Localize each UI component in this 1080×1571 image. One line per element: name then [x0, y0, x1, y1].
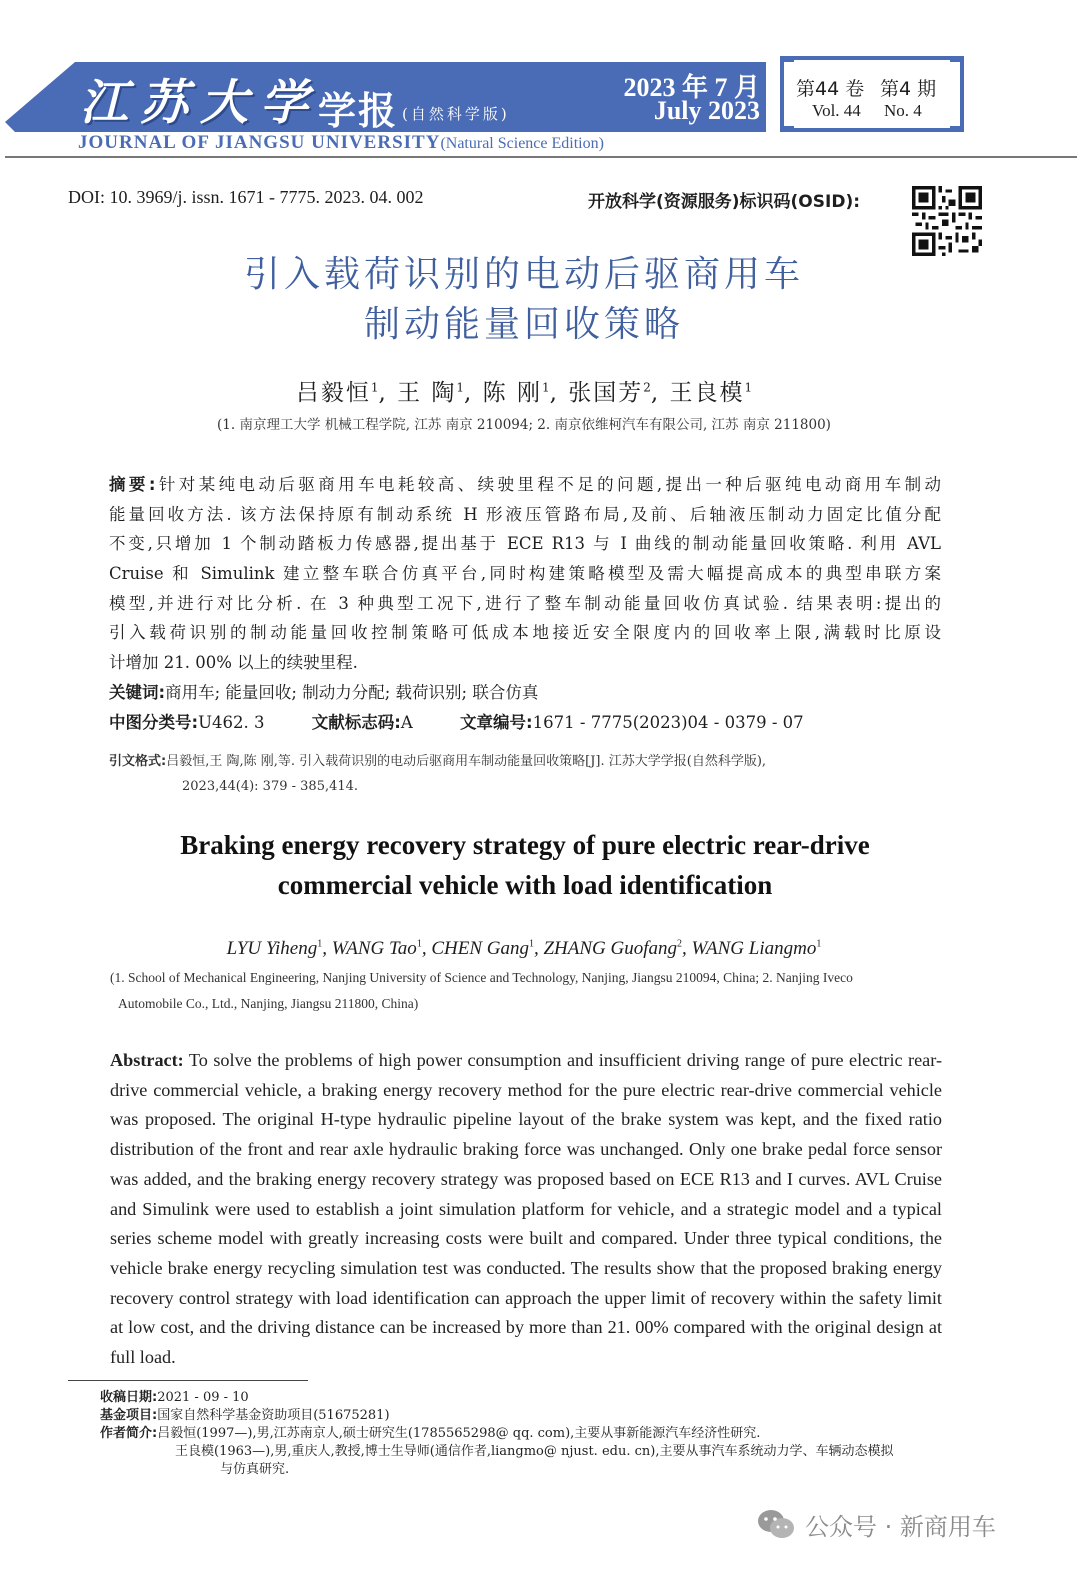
- doc-code-label: 文献标志码:: [311, 713, 401, 732]
- en-title-line1: Braking energy recovery strategy of pure electric rear-drive: [180, 830, 870, 860]
- cn-abstract-line: 能量回收方法. 该方法保持原有制动系统 H 形液压管路布局,及前、后轴液压制动力固定比值分配: [109, 505, 941, 524]
- en-affiliation-line2: Automobile Co., Ltd., Nanjing, Jiangsu 211800, China): [118, 996, 419, 1011]
- en-author: LYU Yiheng$^1$: [226, 938, 323, 959]
- wechat-icon: [757, 1508, 795, 1540]
- issue-date-cn: 2023 年 7 月: [623, 73, 760, 102]
- cite-label: 引文格式:: [109, 754, 167, 769]
- journal-en-edition: (Natural Science Edition): [440, 135, 604, 152]
- cn-author: 吕毅恒$^1$: [295, 380, 379, 406]
- osid-label: 开放科学(资源服务)标识码(OSID):: [588, 192, 861, 212]
- citation-format: [109, 749, 944, 799]
- cn-affiliation: (1. 南京理工大学 机械工程学院, 江苏 南京 210094; 2. 南京依维柯汽车有限公司, 江苏 南京 211800): [217, 417, 831, 433]
- cite-line1: 吕毅恒,王 陶,陈 刚,等. 引入载荷识别的电动后驱商用车制动能量回收策略[J]. 江苏大学学报(自然科学版),: [166, 754, 767, 769]
- cn-author: 张国芳$^2$: [568, 380, 651, 406]
- article-no-label: 文章编号:: [460, 713, 533, 732]
- volume-cn: 第44 卷: [796, 78, 865, 100]
- cn-abstract-line: 模型,并进行对比分析. 在 3 种典型工况下,进行了整车制动能量回收仿真试验. 结果表明:提出的: [109, 594, 941, 613]
- en-author-list: LYU Yiheng$^1$, WANG Tao$^1$, CHEN Gang$^1$, ZHANG Guofang$^2$, WANG Liangmo$^1$: [226, 938, 822, 959]
- wechat-watermark: [757, 1506, 996, 1542]
- doc-code-value: A: [400, 713, 413, 732]
- en-author: CHEN Gang$^1$: [431, 938, 534, 959]
- en-author: WANG Liangmo$^1$: [691, 938, 822, 959]
- cn-title-line1: 引入载荷识别的电动后驱商用车: [243, 254, 804, 295]
- journal-en-title: JOURNAL OF JIANGSU UNIVERSITY: [78, 132, 441, 153]
- watermark-text: 公众号 · 新商用车: [805, 1512, 996, 1541]
- cn-abstract-line: 引入载荷识别的制动能量回收控制策略可低成本地接近安全限度内的回收率上限,满载时比原设: [109, 623, 941, 642]
- class-label: 中图分类号:: [109, 713, 199, 732]
- bio-line3: 与仿真研究.: [220, 1462, 290, 1477]
- issue-en: No. 4: [884, 101, 922, 120]
- header-rule: [5, 156, 1077, 158]
- received-value: 2021 - 09 - 10: [157, 1390, 249, 1405]
- doi: DOI: 10. 3969/j. issn. 1671 - 7775. 2023. 04. 002: [68, 187, 424, 207]
- fund-value: 国家自然科学基金资助项目(51675281): [157, 1408, 390, 1423]
- en-abstract-label: Abstract:: [110, 1050, 184, 1070]
- cn-author-list: 吕毅恒$^1$, 王 陶$^1$, 陈 刚$^1$, 张国芳$^2$, 王良模$^1$: [295, 380, 753, 406]
- cn-abstract-line: 计增加 21. 00% 以上的续驶里程.: [109, 653, 358, 672]
- en-abstract: [110, 1046, 942, 1373]
- journal-cn-name: 江苏大学: [80, 75, 321, 131]
- bio-line1: 吕毅恒(1997—),男,江苏南京人,硕士研究生(1785565298@ qq. com),主要从事新能源汽车经济性研究.: [157, 1426, 761, 1441]
- article-no-value: 1671 - 7775(2023)04 - 0379 - 07: [532, 713, 804, 732]
- cn-abstract-line: Cruise 和 Simulink 建立整车联合仿真平台,同时构建策略模型及需大幅提高成本的典型串联方案: [109, 564, 941, 583]
- en-author: WANG Tao$^1$: [331, 938, 422, 959]
- cn-title-line2: 制动能量回收策略: [363, 304, 684, 345]
- volume-en: Vol. 44: [812, 101, 861, 120]
- cn-author: 王 陶$^1$: [397, 380, 465, 406]
- en-abstract-text: To solve the problems of high power consumption and insufficient driving range of pure electric rear-drive commercial vehicle, a braking energy recovery method for the pure electric rear-drive commercial vehicle was proposed. The original H-type hydraulic pipeline layout of the brake system was kept, and the fixed ratio distribution of the front and rear axle hydraulic braking force was unchanged. Only one brake pedal force sensor was added, and the braking energy recovery strategy was proposed based on ECE R13 and I curves. AVL Cruise and Simulink were used to establish a joint simulation platform for vehicle, and a strategic model and a typical series scheme model with greatly increasing costs were built and compared. Under three typical conditions, the vehicle brake energy recycling simulation test was conducted. The results show that the proposed braking energy recovery control strategy with load identification can approach the upper limit of recovery within the safety limit at low cost, and the driving distance can be increased by more than 21. 00% compared with the original design at full load.: [110, 1050, 943, 1368]
- cn-keywords-label: 关键词:: [109, 683, 166, 702]
- cn-author: 王良模$^1$: [669, 380, 753, 406]
- received-label: 收稿日期:: [100, 1390, 158, 1405]
- author-bio: [100, 1425, 1000, 1443]
- cn-keywords-value: 商用车; 能量回收; 制动力分配; 载荷识别; 联合仿真: [165, 683, 539, 702]
- bio-line2: 王良模(1963—),男,重庆人,教授,博士生导师(通信作者,liangmo@ njust. edu. cn),主要从事汽车系统动力学、车辆动态模拟: [175, 1444, 894, 1459]
- cn-author: 陈 刚$^1$: [482, 380, 550, 406]
- cn-abstract-label: 摘要:: [109, 475, 156, 494]
- cn-abstract-line: 摘要:针对某纯电动后驱商用车电耗较高、续驶里程不足的问题,提出一种后驱纯电动商用车制动: [109, 475, 941, 494]
- en-affiliation-line1: (1. School of Mechanical Engineering, Nanjing University of Science and Technology, Nanjing, Jiangsu 210094, China; 2. Nanjing Iveco: [110, 970, 853, 985]
- bio-label: 作者简介:: [100, 1426, 158, 1441]
- fund-info: [100, 1407, 390, 1425]
- class-value: U462. 3: [198, 713, 265, 732]
- journal-cn-edition: (自然科学版): [402, 105, 510, 123]
- issue-date-en: July 2023: [653, 96, 760, 125]
- cn-keywords: [109, 678, 941, 708]
- classification-line: [109, 709, 941, 733]
- cn-abstract-line: 不变,只增加 1 个制动踏板力传感器,提出基于 ECE R13 与 I 曲线的制动能量回收策略. 利用 AVL: [109, 534, 941, 553]
- footnote-rule: [68, 1380, 308, 1381]
- fund-label: 基金项目:: [100, 1408, 158, 1423]
- cite-line2: 2023,44(4): 379 - 385,414.: [182, 779, 359, 794]
- en-author: ZHANG Guofang$^2$: [543, 938, 683, 959]
- journal-cn-xuebao: 学报: [318, 89, 399, 133]
- en-title-line2: commercial vehicle with load identification: [277, 870, 773, 900]
- received-date: [100, 1389, 249, 1407]
- journal-en-name: [78, 132, 604, 154]
- issue-cn: 第4 期: [880, 78, 937, 100]
